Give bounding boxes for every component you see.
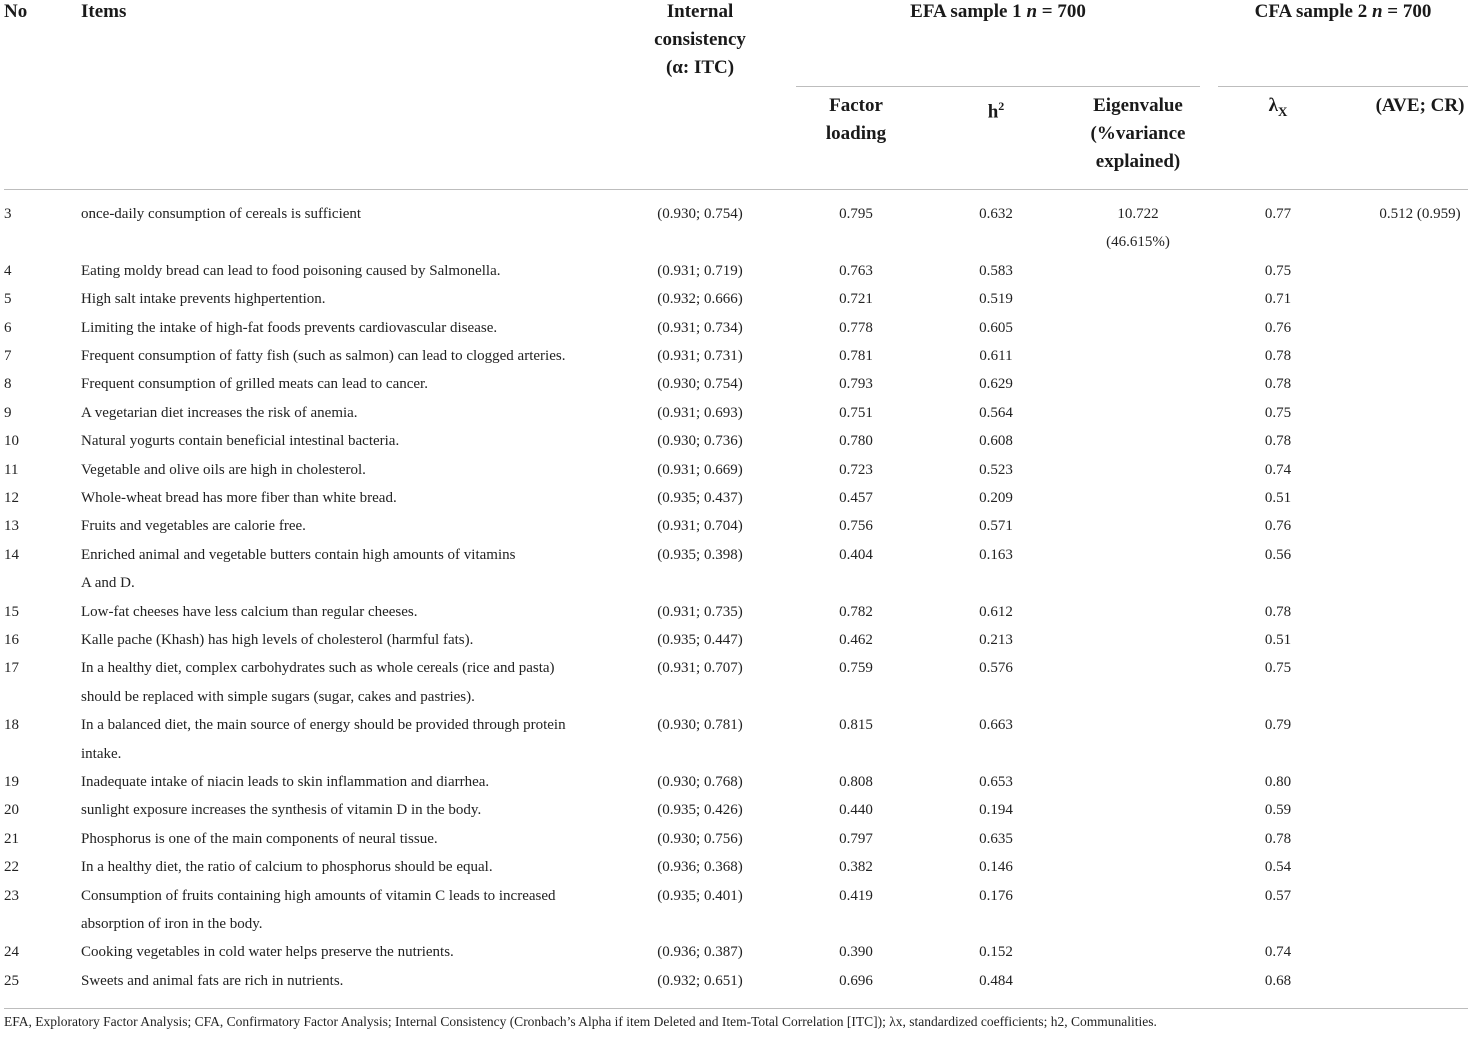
row-internal-consistency: (0.930; 0.781) (657, 717, 743, 734)
row-item-text: intake. (81, 745, 122, 762)
row-no: 6 (4, 319, 12, 336)
row-item-text: should be replaced with simple sugars (sugar, cakes and pastries). (81, 688, 475, 705)
h2-base: h (987, 101, 999, 123)
header-eigenvalue (1068, 92, 1208, 176)
row-factor-loading: 0.723 (839, 461, 873, 478)
row-item-text: A and D. (81, 575, 135, 592)
row-factor-loading: 0.793 (839, 376, 873, 393)
row-factor-loading: 0.390 (839, 944, 873, 961)
row-internal-consistency: (0.931; 0.693) (657, 404, 743, 421)
row-communality: 0.176 (979, 887, 1013, 904)
row-internal-consistency: (0.931; 0.704) (657, 518, 743, 535)
row-communality: 0.653 (979, 774, 1013, 790)
row-item-text: High salt intake prevents highpertention. (81, 291, 326, 308)
row-lambda: 0.75 (1264, 660, 1292, 677)
header-items: Items (81, 1, 127, 22)
header-no: No (4, 1, 28, 22)
row-no: 15 (4, 603, 19, 620)
row-factor-loading: 0.782 (839, 603, 873, 620)
row-internal-consistency: (0.935; 0.447) (657, 632, 743, 648)
cfa-group-suffix: = 700 (1382, 1, 1432, 22)
row-item-text: Vegetable and olive oils are high in cholesterol. (81, 461, 366, 478)
row-communality: 0.608 (979, 433, 1013, 450)
row-communality: 0.663 (979, 717, 1013, 734)
row-internal-consistency: (0.930; 0.754) (657, 376, 743, 393)
row-internal-consistency: (0.930; 0.736) (657, 433, 743, 450)
row-lambda: 0.80 (1264, 774, 1292, 790)
row-no: 18 (4, 717, 19, 734)
row-internal-consistency: (0.931; 0.669) (657, 461, 743, 478)
cfa-group-rule (1218, 86, 1468, 87)
row-factor-loading: 0.457 (839, 490, 873, 506)
row-item-text: A vegetarian diet increases the risk of anemia. (81, 404, 358, 421)
row-item-text: Sweets and animal fats are rich in nutrients. (81, 972, 344, 989)
row-item-text: Phosphorus is one of the main components of neural tissue. (81, 830, 438, 847)
row-no: 23 (4, 887, 19, 904)
table-footnote: EFA, Exploratory Factor Analysis; CFA, Confirmatory Factor Analysis; Internal Consistency (Cronbach’s Alpha if item Deleted and Item-Total Correlation [ITC]); λx, standardized coefficients; h2, Communalities. (4, 1014, 1157, 1029)
cfa-group-prefix: CFA sample 2 (1254, 1, 1372, 22)
row-lambda: 0.71 (1264, 291, 1292, 308)
row-communality: 0.194 (979, 802, 1013, 819)
row-item-text: Inadequate intake of niacin leads to skin inflammation and diarrhea. (81, 774, 490, 790)
row-item-text: Cooking vegetables in cold water helps preserve the nutrients. (81, 944, 454, 961)
row-item-text: once-daily consumption of cereals is sufficient (81, 206, 362, 222)
row-no: 3 (4, 206, 12, 222)
row-internal-consistency: (0.930; 0.768) (657, 774, 743, 790)
lambda-base: λ (1268, 95, 1278, 116)
row-item-text: Frequent consumption of fatty fish (such as salmon) can lead to clogged arteries. (81, 348, 566, 364)
row-factor-loading: 0.382 (839, 859, 873, 876)
row-no: 25 (4, 972, 19, 989)
header-eig-line1: Eigenvalue (1093, 95, 1183, 116)
row-lambda: 0.78 (1264, 433, 1292, 450)
row-lambda: 0.78 (1264, 376, 1292, 393)
row-internal-consistency: (0.932; 0.651) (657, 972, 743, 989)
row-communality: 0.635 (979, 830, 1013, 847)
cfa-group-n: n (1371, 1, 1383, 22)
row-communality: 0.564 (979, 404, 1013, 421)
row-factor-loading: 0.751 (839, 404, 873, 421)
row-communality: 0.576 (979, 660, 1013, 677)
row-internal-consistency: (0.935; 0.398) (657, 546, 743, 563)
row-item-text: Eating moldy bread can lead to food poisoning caused by Salmonella. (81, 262, 501, 279)
row-communality: 0.605 (979, 319, 1013, 336)
row-communality: 0.612 (979, 603, 1013, 620)
row-no: 7 (4, 348, 12, 364)
row-no: 19 (4, 774, 19, 790)
row-communality: 0.611 (979, 348, 1013, 364)
efa-group-suffix: = 700 (1037, 1, 1086, 22)
row-factor-loading: 0.808 (839, 774, 873, 790)
efa-group-rule (796, 86, 1200, 87)
row-communality: 0.484 (979, 972, 1013, 989)
row-factor-loading: 0.419 (839, 887, 873, 904)
row-no: 14 (4, 546, 19, 563)
row-lambda: 0.59 (1264, 802, 1292, 819)
row-item-text: In a healthy diet, complex carbohydrates such as whole cereals (rice and pasta) (81, 660, 555, 677)
row-internal-consistency: (0.936; 0.368) (657, 859, 743, 876)
row-communality: 0.523 (979, 461, 1013, 478)
row-internal-consistency: (0.936; 0.387) (657, 944, 743, 961)
row-communality: 0.583 (979, 262, 1013, 279)
header-internal-consistency (630, 0, 770, 82)
row-lambda: 0.79 (1264, 717, 1292, 734)
row-factor-loading: 0.797 (839, 830, 873, 847)
row-factor-loading: 0.440 (839, 802, 873, 819)
header-factor-loading (796, 92, 916, 148)
header-ave-cr: (AVE; CR) (1375, 95, 1465, 116)
row-internal-consistency: (0.930; 0.754) (657, 206, 743, 222)
row-ave-cr: 0.512 (0.959) (1379, 206, 1461, 222)
row-internal-consistency: (0.935; 0.437) (657, 490, 743, 506)
row-internal-consistency: (0.931; 0.719) (657, 262, 743, 279)
row-item-text: absorption of iron in the body. (81, 916, 263, 932)
row-lambda: 0.51 (1264, 490, 1292, 506)
row-no: 10 (4, 433, 19, 450)
row-lambda: 0.54 (1264, 859, 1292, 876)
row-communality: 0.213 (979, 632, 1013, 648)
header-eig-line2: (%variance (1090, 123, 1186, 144)
header-h2 (946, 92, 1046, 126)
row-no: 16 (4, 632, 19, 648)
row-factor-loading: 0.404 (839, 546, 873, 563)
row-internal-consistency: (0.935; 0.401) (657, 887, 743, 904)
row-factor-loading: 0.781 (839, 348, 873, 364)
efa-group-n: n (1026, 1, 1038, 22)
row-no: 4 (4, 262, 12, 279)
row-item-text: Whole-wheat bread has more fiber than white bread. (81, 490, 397, 506)
header-cfa-group (1218, 0, 1468, 26)
row-factor-loading: 0.462 (839, 632, 873, 648)
row-eigenvalue: (46.615%) (1106, 234, 1170, 251)
row-no: 12 (4, 490, 19, 506)
row-item-text: Fruits and vegetables are calorie free. (81, 518, 306, 535)
row-lambda: 0.78 (1264, 603, 1292, 620)
row-communality: 0.629 (979, 376, 1013, 393)
row-no: 22 (4, 859, 19, 876)
row-item-text: Enriched animal and vegetable butters contain high amounts of vitamins (81, 546, 516, 563)
row-internal-consistency: (0.931; 0.731) (657, 348, 743, 364)
header-eig-line3: explained) (1095, 151, 1181, 172)
row-lambda: 0.78 (1264, 830, 1292, 847)
row-factor-loading: 0.795 (839, 206, 873, 222)
row-internal-consistency: (0.931; 0.707) (657, 660, 743, 677)
row-no: 9 (4, 404, 12, 421)
row-factor-loading: 0.763 (839, 262, 873, 279)
row-no: 21 (4, 830, 19, 847)
row-factor-loading: 0.778 (839, 319, 873, 336)
header-fl-line1: Factor (829, 95, 883, 116)
row-item-text: Frequent consumption of grilled meats can lead to cancer. (81, 376, 428, 393)
row-no: 17 (4, 660, 19, 677)
row-lambda: 0.77 (1264, 206, 1292, 222)
row-lambda: 0.78 (1264, 348, 1292, 364)
row-lambda: 0.75 (1264, 404, 1292, 421)
row-item-text: In a balanced diet, the main source of energy should be provided through protein (81, 717, 566, 734)
lambda-sub: X (1277, 103, 1288, 119)
row-no: 20 (4, 802, 19, 819)
row-communality: 0.146 (979, 859, 1013, 876)
row-no: 24 (4, 944, 19, 961)
row-eigenvalue: 10.722 (1117, 206, 1159, 222)
row-lambda: 0.57 (1264, 887, 1292, 904)
row-item-text: Natural yogurts contain beneficial intestinal bacteria. (81, 433, 400, 450)
h2-sup: 2 (998, 99, 1005, 113)
row-factor-loading: 0.756 (839, 518, 873, 535)
row-item-text: Consumption of fruits containing high amounts of vitamin C leads to increased (81, 887, 556, 904)
table-bottom-rule (4, 1008, 1468, 1009)
header-ic-line3: (α: ITC) (665, 57, 735, 78)
row-communality: 0.163 (979, 546, 1013, 563)
row-factor-loading: 0.780 (839, 433, 873, 450)
header-fl-line2: loading (825, 123, 887, 144)
row-lambda: 0.76 (1264, 319, 1292, 336)
row-item-text: Limiting the intake of high-fat foods prevents cardiovascular disease. (81, 319, 498, 336)
efa-group-prefix: EFA sample 1 (910, 1, 1027, 22)
row-factor-loading: 0.721 (839, 291, 873, 308)
row-item-text: sunlight exposure increases the synthesis of vitamin D in the body. (81, 802, 482, 819)
row-item-text: Low-fat cheeses have less calcium than regular cheeses. (81, 603, 418, 620)
row-no: 13 (4, 518, 19, 535)
row-communality: 0.632 (979, 206, 1013, 222)
header-ic-line2: consistency (654, 29, 746, 50)
row-no: 5 (4, 291, 12, 308)
row-item-text: In a healthy diet, the ratio of calcium to phosphorus should be equal. (81, 859, 493, 876)
header-ic-line1: Internal (666, 1, 734, 22)
row-lambda: 0.56 (1264, 546, 1292, 563)
row-lambda: 0.68 (1264, 972, 1292, 989)
row-communality: 0.152 (979, 944, 1013, 961)
row-no: 11 (4, 461, 19, 478)
row-communality: 0.519 (979, 291, 1013, 308)
row-lambda: 0.74 (1264, 944, 1292, 961)
row-factor-loading: 0.815 (839, 717, 873, 734)
row-communality: 0.209 (979, 490, 1013, 506)
row-no: 8 (4, 376, 12, 393)
row-internal-consistency: (0.932; 0.666) (657, 291, 743, 308)
row-lambda: 0.51 (1264, 632, 1292, 648)
row-factor-loading: 0.696 (839, 972, 873, 989)
row-communality: 0.571 (979, 518, 1013, 535)
row-factor-loading: 0.759 (839, 660, 873, 677)
row-internal-consistency: (0.930; 0.756) (657, 830, 743, 847)
row-internal-consistency: (0.931; 0.734) (657, 319, 743, 336)
row-lambda: 0.74 (1264, 461, 1292, 478)
row-internal-consistency: (0.931; 0.735) (657, 603, 743, 620)
header-bottom-rule (4, 189, 1468, 190)
header-lambda (1238, 92, 1318, 126)
row-internal-consistency: (0.935; 0.426) (657, 802, 743, 819)
row-item-text: Kalle pache (Khash) has high levels of cholesterol (harmful fats). (81, 632, 474, 648)
row-lambda: 0.75 (1264, 262, 1292, 279)
row-lambda: 0.76 (1264, 518, 1292, 535)
header-efa-group (796, 0, 1200, 26)
